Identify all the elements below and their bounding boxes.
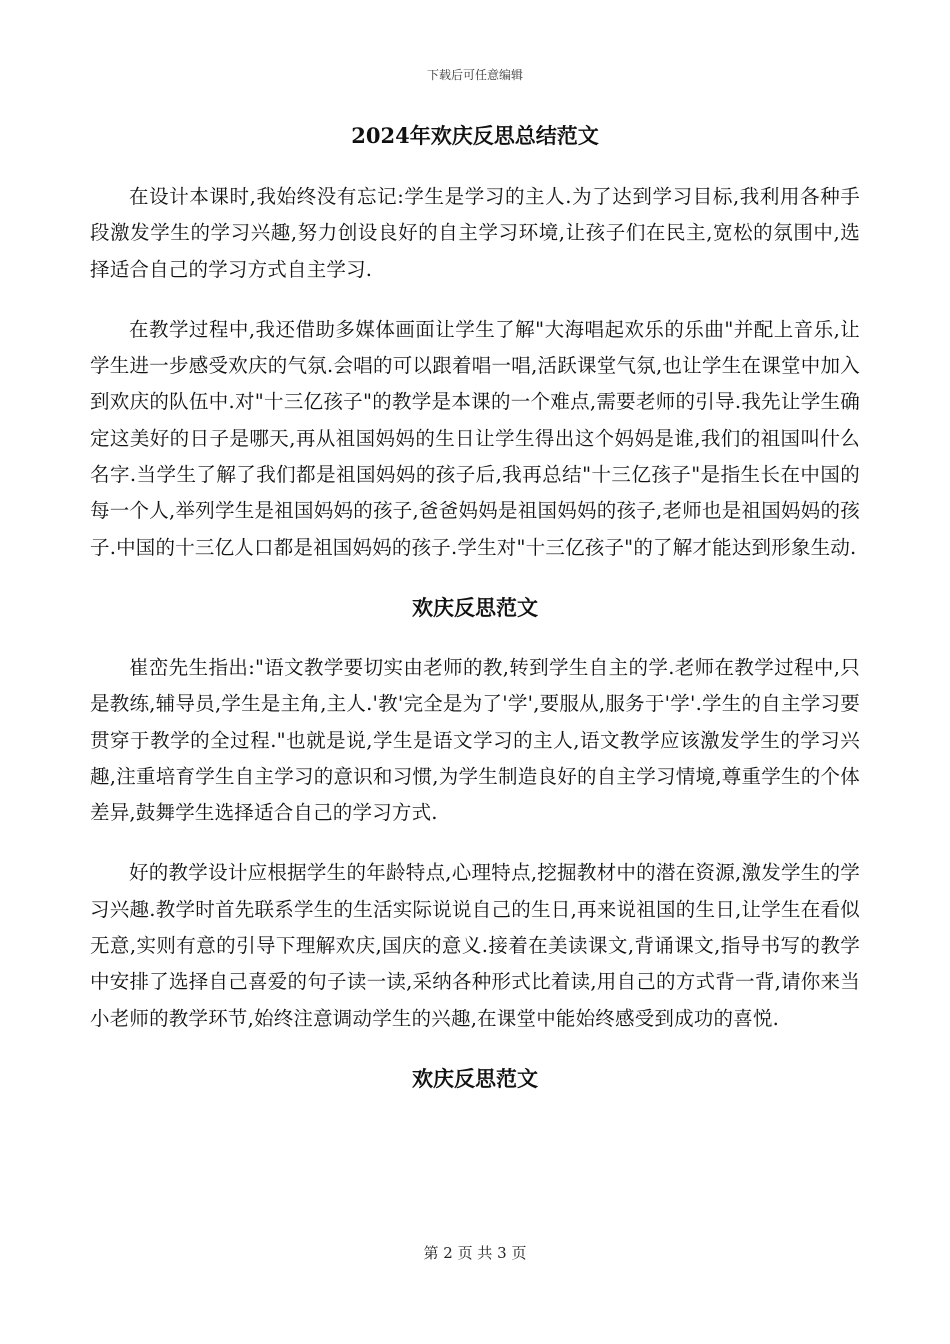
document-title: 2024年欢庆反思总结范文 bbox=[351, 123, 599, 148]
page-number: 第 2 页 共 3 页 bbox=[423, 1244, 527, 1262]
paragraph: 好的教学设计应根据学生的年龄特点,心理特点,挖掘教材中的潜在资源,激发学生的学习兴趣.教学时首先联系学生的生活实际说说自己的生日,再来说祖国的生日,让学生在看似无意,实则有意的引导下理解欢庆,国庆的意义.接着在美读课文,背诵课文,指导书写的教学中安排了选择自己喜爱的句子读一读,采纳各种形式比着读,用自己的方式背一背,请你来当小老师的教学环节,始终注意调动学生的兴趣,在课堂中能始终感受到成功的喜悦. bbox=[90, 861, 860, 1030]
section-title: 欢庆反思范文 bbox=[412, 594, 538, 620]
paragraph: 在教学过程中,我还借助多媒体画面让学生了解"大海唱起欢乐的乐曲"并配上音乐,让学生进一步感受欢庆的气氛.会唱的可以跟着唱一唱,活跃课堂气氛,也让学生在课堂中加入到欢庆的队伍中.对"十三亿孩子"的教学是本课的一个难点,需要老师的引导.我先让学生确定这美好的日子是哪天,再从祖国妈妈的生日让学生得出这个妈妈是谁,我们的祖国叫什么名字.当学生了解了我们都是祖国妈妈的孩子后,我再总结"十三亿孩子"是指生长在中国的每一个人,举列学生是祖国妈妈的孩子,爸爸妈妈是祖国妈妈的孩子,老师也是祖国妈妈的孩子.中国的十三亿人口都是祖国妈妈的孩子.学生对"十三亿孩子"的了解才能达到形象生动. bbox=[90, 317, 860, 559]
header-note: 下载后可任意编辑 bbox=[426, 68, 523, 82]
paragraph: 在设计本课时,我始终没有忘记:学生是学习的主人.为了达到学习目标,我利用各种手段激发学生的学习兴趣,努力创设良好的自主学习环境,让孩子们在民主,宽松的氛围中,选择适合自己的学习方式自主学习. bbox=[90, 185, 860, 281]
paragraph: 崔峦先生指出:"语文教学要切实由老师的教,转到学生自主的学.老师在教学过程中,只是教练,辅导员,学生是主角,主人.'教'完全是为了'学',要服从,服务于'学'.学生的自主学习要贯穿于教学的全过程."也就是说,学生是语文学习的主人,语文教学应该激发学生的学习兴趣,注重培育学生自主学习的意识和习惯,为学生制造良好的自主学习情境,尊重学生的个体差异,鼓舞学生选择适合自己的学习方式. bbox=[90, 655, 860, 825]
document-body bbox=[90, 118, 860, 1121]
section-title: 欢庆反思范文 bbox=[412, 1065, 538, 1091]
